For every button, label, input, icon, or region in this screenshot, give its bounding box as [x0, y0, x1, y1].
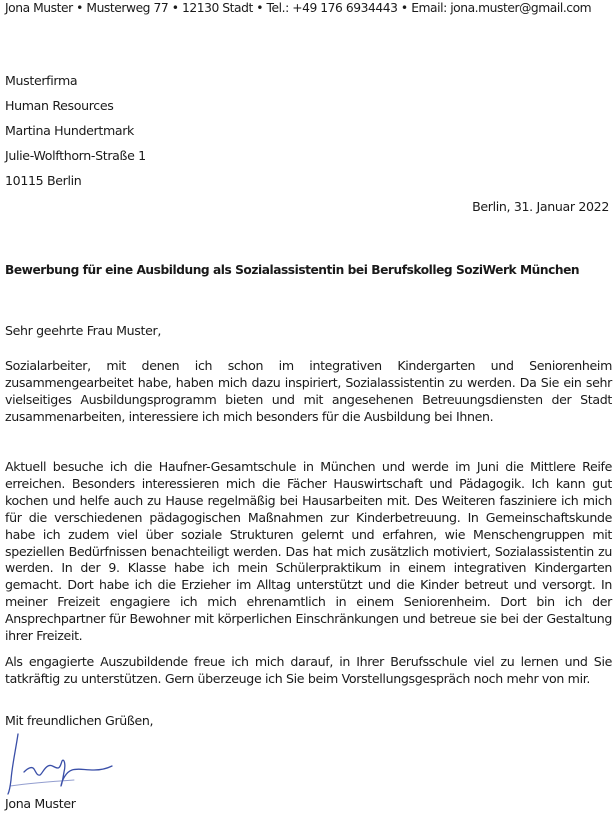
recipient-city: 10115 Berlin	[5, 173, 82, 188]
handwritten-signature	[4, 728, 116, 798]
body-paragraph-conclusion: Als engagierte Auszubildende freue ich mich darauf, in Ihrer Berufsschule viel zu lernen und Sie tatkräftig zu unterstützen. Gern überzeuge ich Sie beim Vorstellungsgespräch noch mehr von mir.	[5, 654, 612, 686]
salutation: Sehr geehrte Frau Muster,	[5, 323, 161, 338]
signer-name: Jona Muster	[5, 796, 76, 811]
recipient-company: Musterfirma	[5, 73, 78, 88]
recipient-department: Human Resources	[5, 98, 114, 113]
signature-underline-stroke	[10, 780, 74, 786]
letter-subject: Bewerbung für eine Ausbildung als Sozialassistentin bei Berufskolleg SoziWerk München	[5, 263, 580, 277]
signature-stroke	[8, 734, 112, 794]
sender-address-line: Jona Muster • Musterweg 77 • 12130 Stadt • Tel.: +49 176 6934443 • Email: jona.muster@gmail.com	[5, 1, 592, 15]
body-paragraph-motivation: Sozialarbeiter, mit denen ich schon im integrativen Kindergarten und Seniorenheim zusammengearbeitet habe, haben mich dazu inspiriert, Sozialassistentin zu werden. Da Sie ein sehr vielseitiges Ausbildungsprogramm bieten und mit angesehenen Betreuungsdiensten der Stadt zusammenarbeiten, interessiere ich mich besonders für die Ausbildung bei Ihnen.	[5, 358, 612, 424]
recipient-street: Julie-Wolfthorn-Straße 1	[5, 148, 146, 163]
recipient-address-block	[5, 73, 146, 198]
body-paragraph-background: Aktuell besuche ich die Haufner-Gesamtschule in München und werde im Juni die Mittlere Reife erreichen. Besonders interessieren mich die Fächer Hauswirtschaft und Pädagogik. Ich kann gut kochen und helfe auch zu Hause regelmäßig bei Hausarbeiten mit. Des Weiteren fasziniere ich mich für die verschiedenen pädagogischen Maßnahmen zur Kinderbetreuung. In Gemeinschaftskunde habe ich zudem viel über soziale Strukturen gelernt und erfahren, wie Menschengruppen mit speziellen Bedürfnissen benachteiligt werden. Das hat mich zusätzlich motiviert, Sozialassistentin zu werden. In der 9. Klasse habe ich mein Schülerpraktikum in einem integrativen Kindergarten gemacht. Dort habe ich die Erzieher im Alltag unterstützt und die Kinder betreut und versorgt. In meiner Freizeit engagiere ich mich ehrenamtlich in einem Seniorenheim. Dort bin ich der Ansprechpartner für Bewohner mit körperlichen Einschränkungen und betreue sie bei der Gestaltung ihrer Freizeit.	[5, 459, 612, 644]
closing-phrase: Mit freundlichen Grüßen,	[5, 713, 154, 728]
letter-date: Berlin, 31. Januar 2022	[472, 199, 609, 214]
recipient-contact-person: Martina Hundertmark	[5, 123, 134, 138]
